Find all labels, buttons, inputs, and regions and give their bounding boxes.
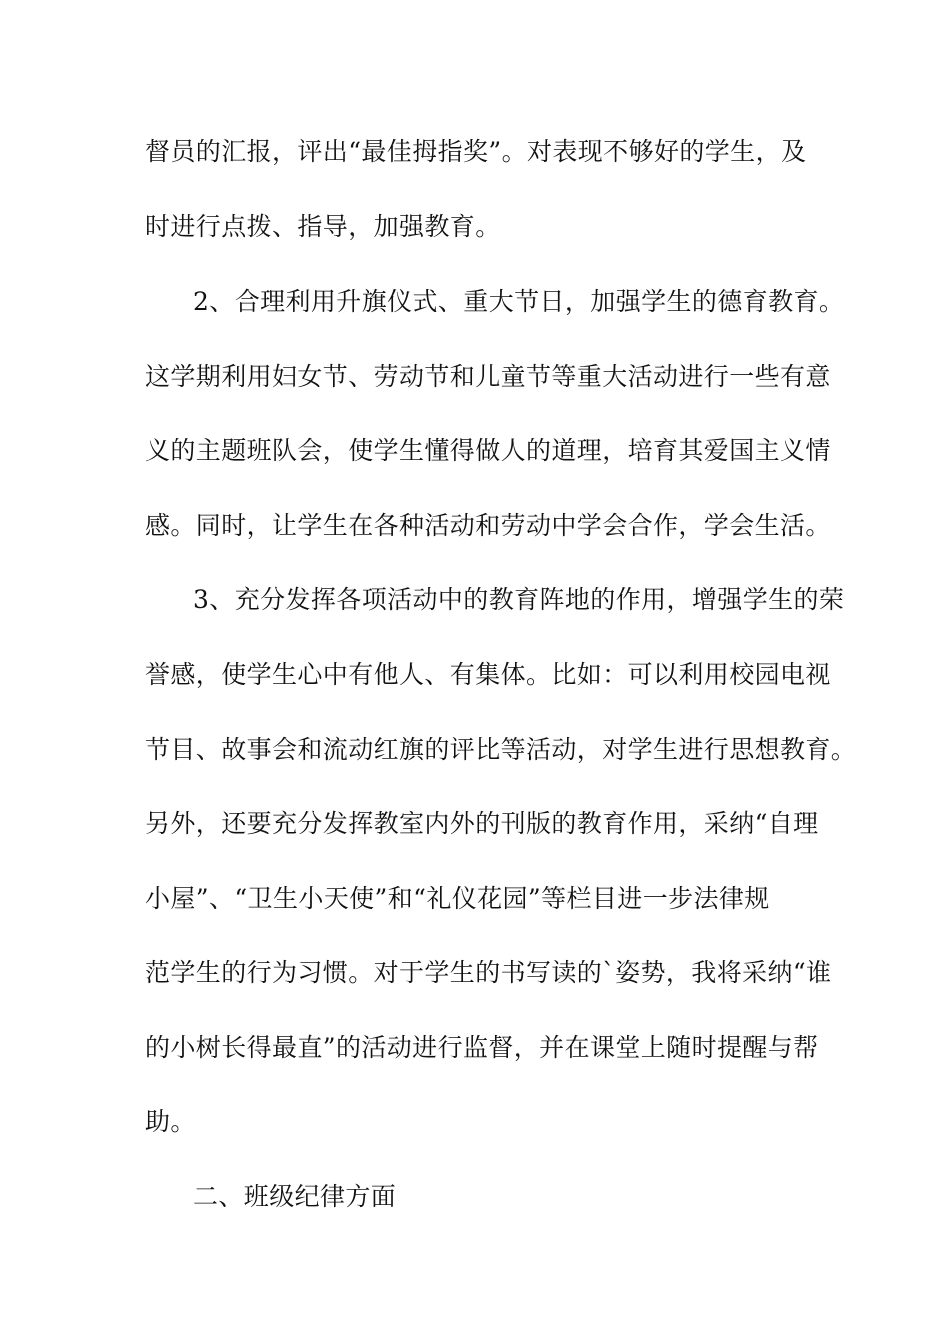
text-line: 督员的汇报，评出“最佳拇指奖”。对表现不够好的学生，及 <box>145 137 807 166</box>
text-line: 感。同时，让学生在各种活动和劳动中学会合作，学会生活。 <box>145 511 831 540</box>
text-line: 时进行点拨、指导，加强教育。 <box>145 212 501 241</box>
text-line: 助。 <box>145 1107 196 1136</box>
paragraph-heading-2: 2、合理利用升旗仪式、重大节日，加强学生的德育教育。 <box>193 287 845 316</box>
text-line: 范学生的行为习惯。对于学生的书写读的`姿势，我将采纳“谁 <box>145 958 832 987</box>
text-line: 的小树长得最直”的活动进行监督，并在课堂上随时提醒与帮 <box>145 1033 819 1062</box>
text-line: 誉感，使学生心中有他人、有集体。比如：可以利用校园电视 <box>145 660 831 689</box>
paragraph-heading-3: 3、充分发挥各项活动中的教育阵地的作用，增强学生的荣 <box>193 585 845 614</box>
text-line: 义的主题班队会，使学生懂得做人的道理，培育其爱国主义情 <box>145 436 831 465</box>
text-line: 节目、故事会和流动红旗的评比等活动，对学生进行思想教育。 <box>145 735 857 764</box>
text-line: 这学期利用妇女节、劳动节和儿童节等重大活动进行一些有意 <box>145 362 831 391</box>
text-line: 小屋”、“卫生小天使”和“礼仪花园”等栏目进一步法律规 <box>145 884 770 913</box>
text-line: 另外，还要充分发挥教室内外的刊版的教育作用，采纳“自理 <box>145 809 819 838</box>
section-heading: 二、班级纪律方面 <box>193 1182 397 1211</box>
